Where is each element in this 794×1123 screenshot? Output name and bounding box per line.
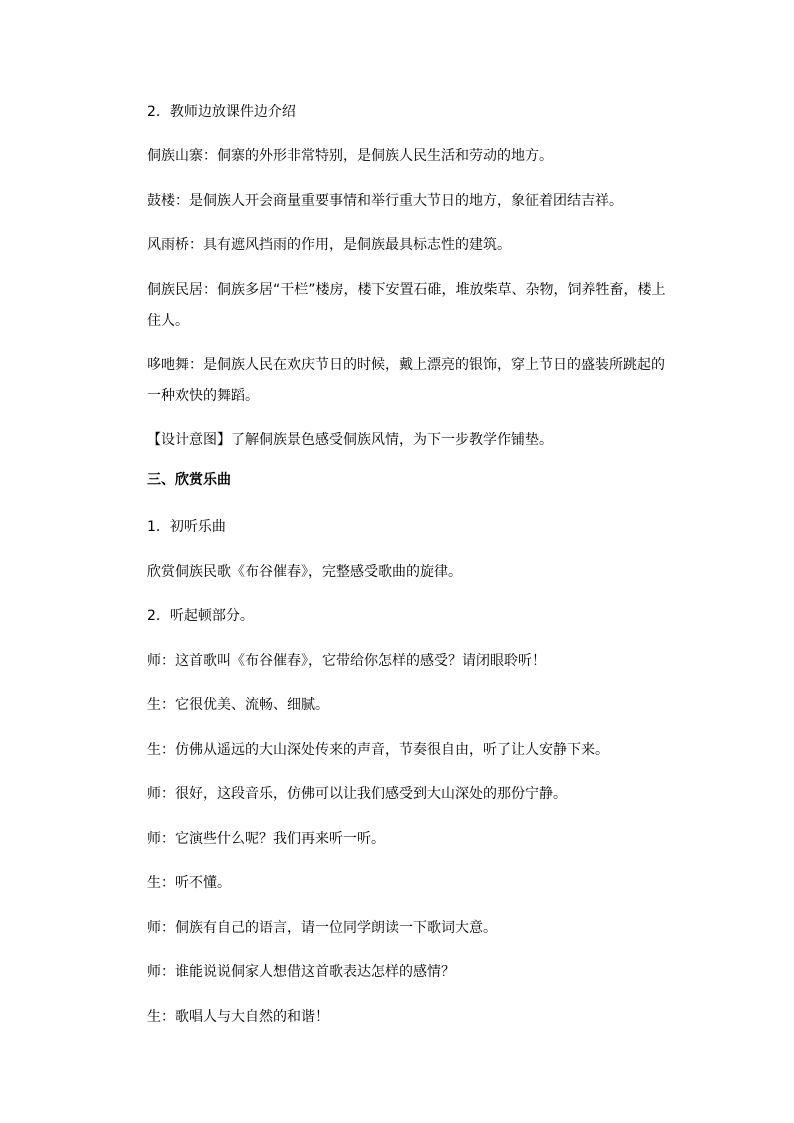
dialogue-teacher-2: 师：很好，这段音乐，仿佛可以让我们感受到大山深处的那份宁静。 bbox=[147, 786, 567, 802]
paragraph-step-2-intro: 2．教师边放课件边介绍 bbox=[147, 104, 296, 120]
dialogue-student-3: 生：听不懂。 bbox=[147, 875, 231, 891]
dialogue-student-4: 生：歌唱人与大自然的和谐！ bbox=[147, 1009, 329, 1025]
paragraph-drum-tower: 鼓楼：是侗族人开会商量重要事情和举行重大节日的地方，象征着团结吉祥。 bbox=[147, 193, 623, 209]
paragraph-duoye-dance: 哆吔舞：是侗族人民在欢庆节日的时候，戴上漂亮的银饰，穿上节日的盛装所跳起的一种欢快的舞蹈。 bbox=[147, 357, 665, 404]
dialogue-teacher-4: 师：侗族有自己的语言，请一位同学朗读一下歌词大意。 bbox=[147, 920, 497, 936]
dialogue-teacher-3: 师：它演些什么呢？我们再来听一听。 bbox=[147, 831, 385, 847]
dialogue-student-2: 生：仿佛从遥远的大山深处传来的声音，节奏很自由，听了让人安静下来。 bbox=[147, 742, 609, 758]
dialogue-teacher-1: 师：这首歌叫《布谷催春》，它带给你怎样的感受？请闭眼聆听！ bbox=[147, 653, 546, 669]
paragraph-appreciate-song: 欣赏侗族民歌《布谷催春》，完整感受歌曲的旋律。 bbox=[147, 564, 462, 580]
paragraph-wind-rain-bridge: 风雨桥：具有遮风挡雨的作用，是侗族最具标志性的建筑。 bbox=[147, 237, 511, 253]
paragraph-first-listen: 1．初听乐曲 bbox=[147, 519, 226, 535]
section-heading-appreciate-music: 三、欣赏乐曲 bbox=[147, 472, 231, 488]
paragraph-design-intent: 【设计意图】了解侗族景色感受侗族风情，为下一步教学作铺垫。 bbox=[147, 432, 553, 448]
dialogue-student-1: 生：它很优美、流畅、细腻。 bbox=[147, 697, 329, 713]
paragraph-dong-dwelling: 侗族民居：侗族多居“干栏”楼房，楼下安置石碓，堆放柴草、杂物，饲养牲畜，楼上住人。 bbox=[147, 282, 666, 329]
paragraph-listen-section: 2．听起顿部分。 bbox=[147, 608, 254, 624]
paragraph-dong-village: 侗族山寨：侗寨的外形非常特别，是侗族人民生活和劳动的地方。 bbox=[147, 148, 553, 164]
dialogue-teacher-5: 师：谁能说说侗家人想借这首歌表达怎样的感情？ bbox=[147, 964, 455, 980]
